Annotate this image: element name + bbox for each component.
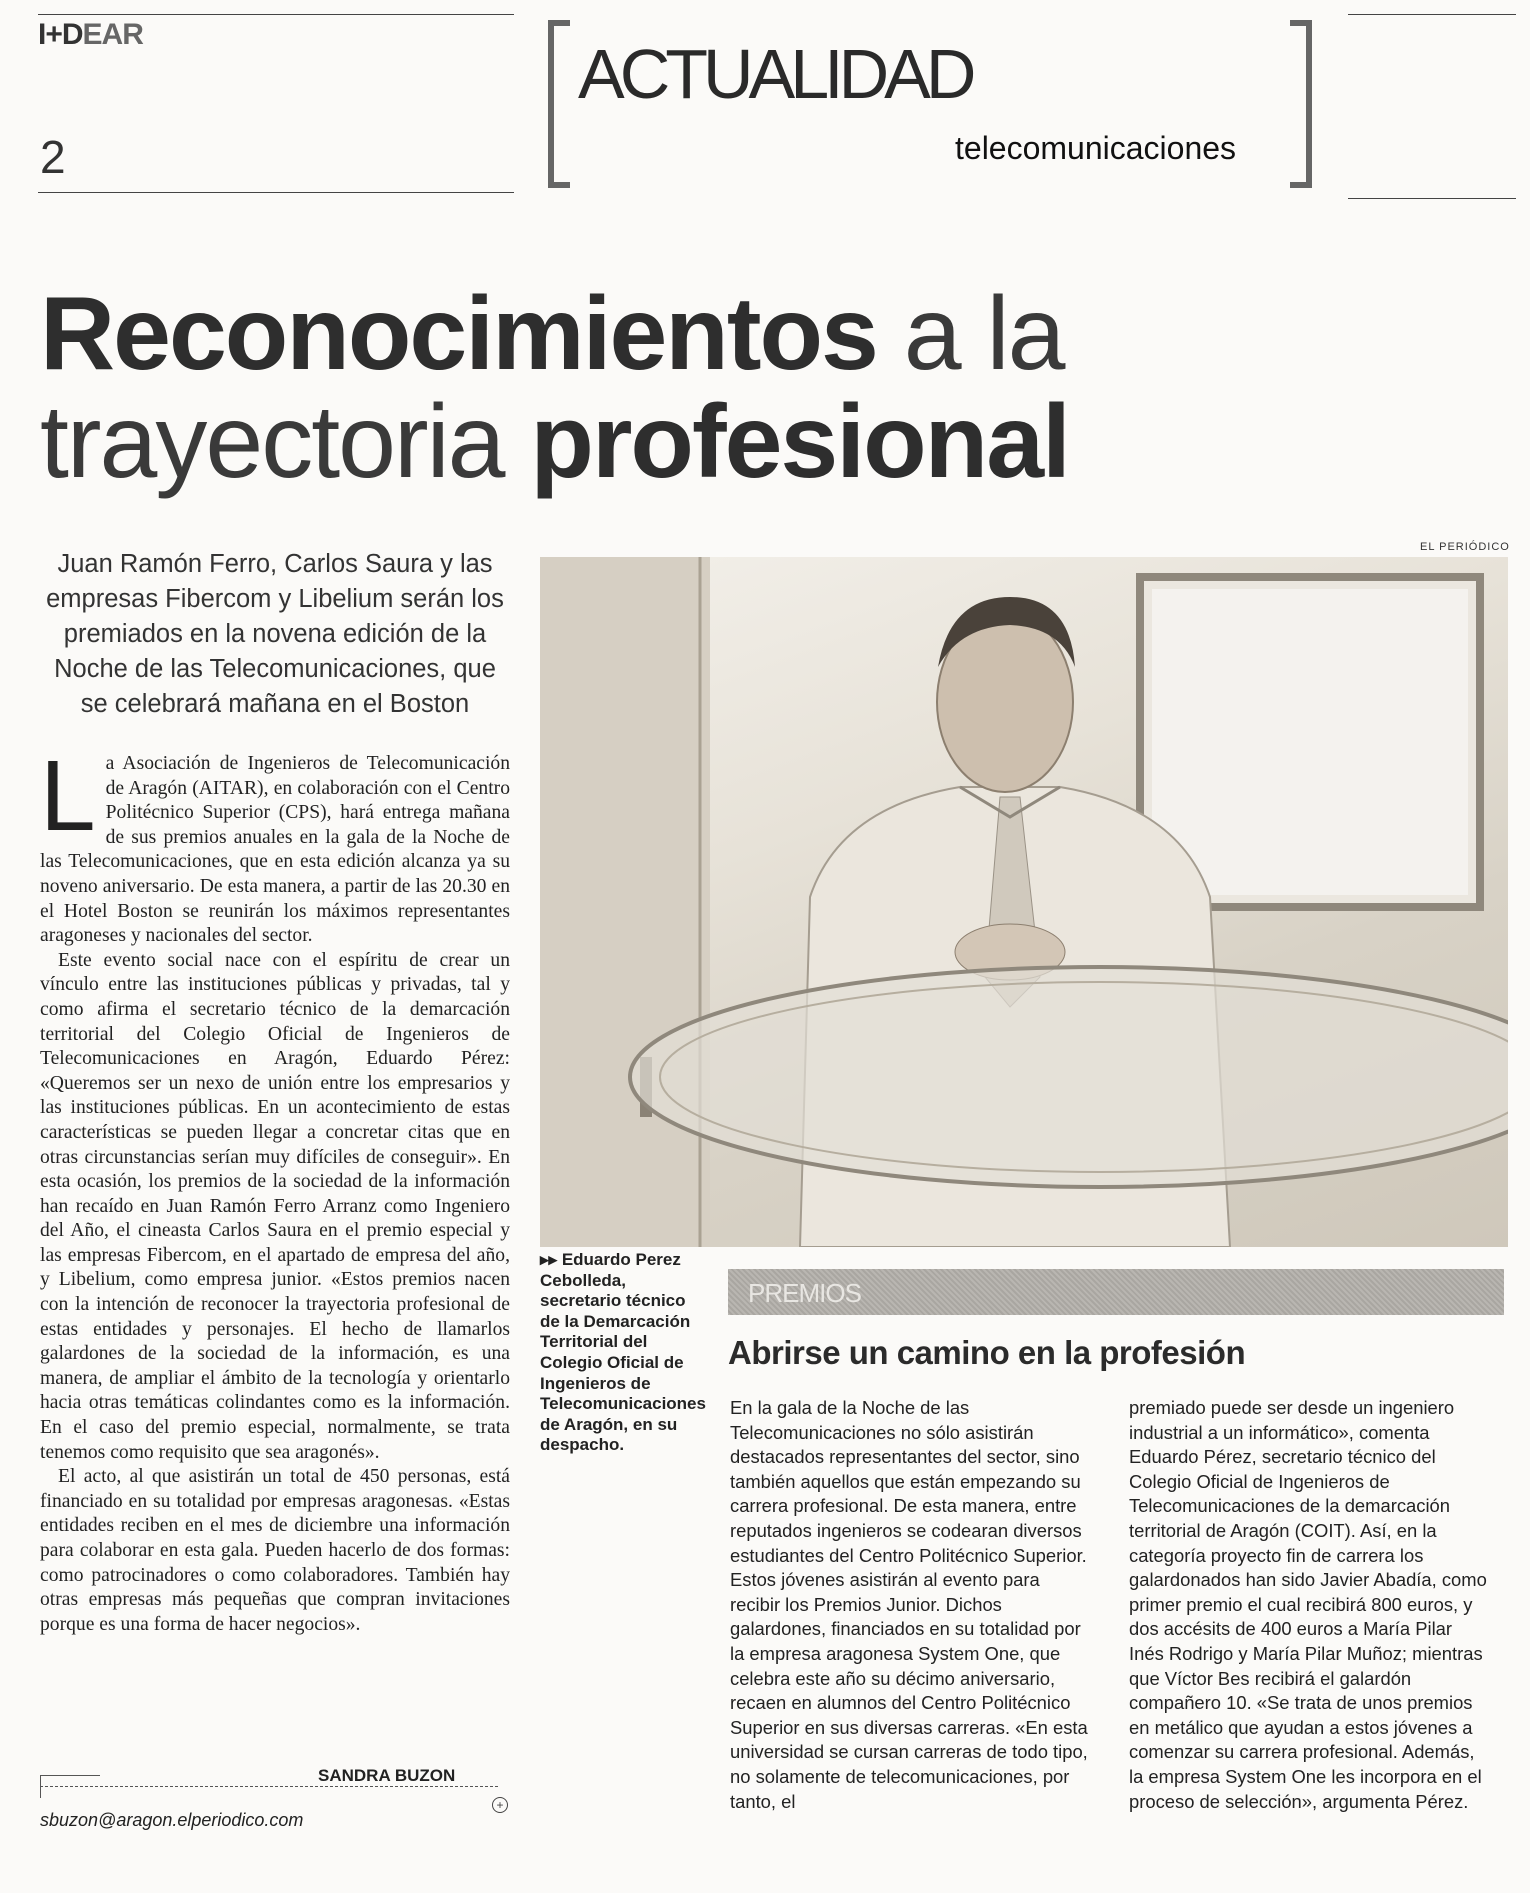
author-rule xyxy=(40,1775,100,1776)
photo-caption xyxy=(540,1250,706,1456)
caption-arrows-icon: ▸▸ xyxy=(540,1250,558,1269)
crosshair-icon: + xyxy=(492,1797,508,1813)
headline-bold-1: Reconocimientos xyxy=(40,276,877,392)
bottom-rule-left xyxy=(38,192,514,193)
sidebar-column-1 xyxy=(730,1396,1090,1814)
top-rule-left xyxy=(38,14,514,15)
headline-light-2: trayectoria xyxy=(40,384,531,500)
article-paragraph-2: Este evento social nace con el espíritu de crear un vínculo entre las instituciones públicas y privadas, tal y como afirma el secretario técnico de la demarcación territorial del Colegio Oficial de Ingenieros de Telecomunicaciones en Aragón, Eduardo Pérez: «Queremos ser un nexo de unión entre los empresarios y las instituciones públicas. En un acontecimiento de estas características se pueden llegar a concretar citas que en otras circunstancias serían muy difíciles de conseguir». En esta ocasión, los premios de la sociedad de la información han recaído en Juan Ramón Ferro Arranz como Ingeniero del Año, el cineasta Carlos Saura en el premio especial y las empresas Fibercom, en el apartado de empresa del año, y Libelium, como empresa junior. «Estos premios nacen con la intención de reconocer la trayectoria profesional de estas entidades y personajes. El hecho de llamarlos galardones de la sociedad de la información, es una manera, de ampliar el ámbito de la tecnología y orientarlo hacia otras temáticas colindantes como es la información. En el caso del premio especial, normalmente, se trata tenemos como requisito que sea aragonés». xyxy=(40,949,510,1463)
caption-text: Eduardo Perez Cebolleda, secretario técnico de la Demarcación Territorial del Colegio Oficial de Ingenieros de Telecomunicaciones de Aragón, en su despacho. xyxy=(540,1250,706,1455)
standfirst: Juan Ramón Ferro, Carlos Saura y las empresas Fibercom y Libelium serán los premiados en la novena edición de la Noche de las Telecomunicaciones, que se celebrará mañana en el Boston xyxy=(46,550,504,718)
article-photo xyxy=(540,557,1508,1247)
headline xyxy=(40,276,1300,500)
bottom-rule-right xyxy=(1348,198,1516,199)
sidebar-text-2: premiado puede ser desde un ingeniero industrial a un informático», comenta Eduardo Pérez, secretario técnico del Colegio Oficial de Ingenieros de Telecomunicaciones de la demarcación territorial de Aragón (COIT). Así, en la categoría proyecto fin de carrera los galardonados han sido Javier Abadía, como primer premio el cual recibirá 800 euros, y dos accésits de 400 euros a María Pilar Inés Rodrigo y María Pilar Muñoz; mientras que Víctor Bes recibirá el galardón compañero 10. «Se trata de unos premios en metálico que ayudan a estos jóvenes a comenzar su carrera profesional. Además, la empresa System One les incorpora en el proceso de selección», argumenta Pérez. xyxy=(1129,1397,1487,1812)
section-bracket-right xyxy=(1290,20,1312,188)
author-email[interactable]: sbuzon@aragon.elperiodico.com xyxy=(40,1810,304,1830)
paragraph-text: a Asociación de Ingenieros de Telecomunicación de Aragón (AITAR), en colaboración con el Centro Politécnico Superior (CPS), hará entrega mañana de sus premios anuales en la gala de la Noche de las Telecomunicaciones, que en esta edición alcanza ya su noveno aniversario. De esta manera, a partir de las 20.30 en el Hotel Boston se reunirán los máximos representantes aragoneses y nacionales del sector. xyxy=(40,753,510,947)
section-title: ACTUALIDAD xyxy=(578,35,972,113)
article-paragraph-3: El acto, al que asistirán un total de 450 personas, está financiado en su totalidad por empresas aragonesas. «Estas entidades reciben en el mes de diciembre una información para colaborar en esta gala. Pueden hacerlo de dos formas: como patrocinadores o como colaboradores. También hay otras empresas más pequeñas que compran invitaciones porque es una forma de hacer negocios». xyxy=(40,1466,510,1635)
portrait-illustration xyxy=(540,557,1508,1247)
brand-light: EAR xyxy=(82,18,143,51)
premios-label: PREMIOS xyxy=(748,1278,861,1308)
section-subtitle: telecomunicaciones xyxy=(955,130,1237,166)
top-rule-right xyxy=(1348,14,1516,15)
section-bracket-left xyxy=(548,20,570,188)
headline-light-1: a la xyxy=(876,276,1064,392)
article-paragraph-1 xyxy=(40,740,510,949)
dropcap: L xyxy=(40,740,96,852)
sidebar-title: Abrirse un camino en la profesión xyxy=(728,1334,1246,1371)
brand-bold: I+D xyxy=(38,18,83,51)
author-box-rule xyxy=(40,1786,498,1788)
article-body xyxy=(40,740,510,1637)
author-name: SANDRA BUZON xyxy=(318,1766,456,1785)
brand-logo xyxy=(38,18,143,52)
sidebar-text-1: En la gala de la Noche de las Telecomunicaciones no sólo asistirán destacados representantes del sector, sino también aquellos que están empezando su carrera profesional. De esta manera, entre reputados ingenieros se codearan diversos estudiantes del Centro Politécnico Superior. Estos jóvenes asistirán al evento para recibir los Premios Junior. Dichos galardones, financiados en su totalidad por la empresa aragonesa System One, que celebra este año su décimo aniversario, recaen en alumnos del Centro Politécnico Superior en sus diversas carreras. «En esta universidad se cursan carreras de todo tipo, no solamente de telecomunicaciones, por tanto, el xyxy=(730,1397,1088,1812)
sidebar-column-2 xyxy=(1129,1396,1489,1814)
headline-bold-2: profesional xyxy=(530,384,1069,500)
photo-credit: EL PERIÓDICO xyxy=(1420,541,1510,553)
page-number: 2 xyxy=(40,131,66,183)
